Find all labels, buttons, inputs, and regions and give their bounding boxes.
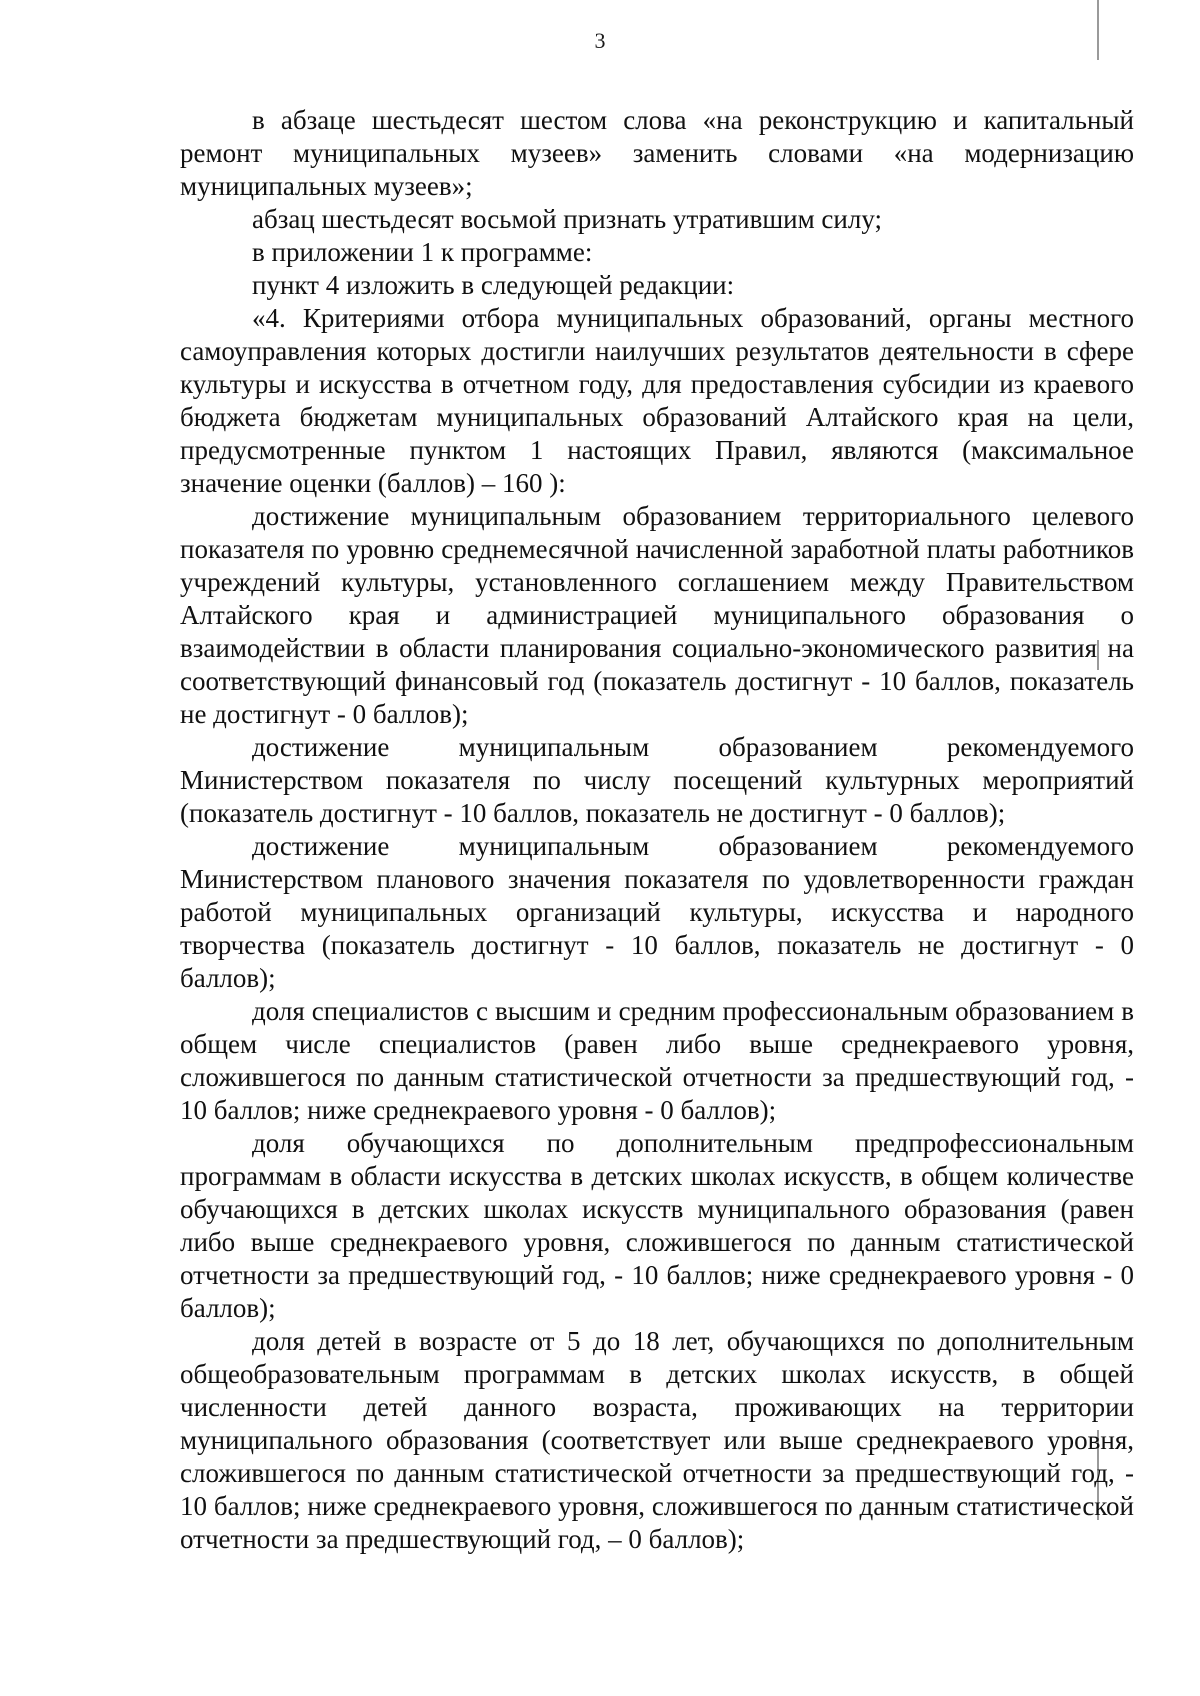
paragraph-item-4-intro: пункт 4 изложить в следующей редакции: <box>252 270 735 300</box>
paragraph-criterion-students: доля обучающихся по дополнительным предпрофессиональным программам в области искусства в детских школах искусств, в общем количестве обучающихся в детских школах искусств муниципального образования (равен либо выше среднекраевого уровня, сложившегося по данным статистической отчетности за предшествующий год, - 10 баллов; ниже среднекраевого уровня - 0 баллов); <box>180 1128 1134 1323</box>
paragraph-criterion-children: доля детей в возрасте от 5 до 18 лет, обучающихся по дополнительным общеобразовательным программам в детских школах искусств, в общей численности детей данного возраста, проживающих на территории муниципального образования (соответствует или выше среднекраевого уровня, сложившегося по данным статистической отчетности за предшествующий год, - 10 баллов; ниже среднекраевого уровня, сложившегося по данным статистической отчетности за предшествующий год, – 0 баллов); <box>180 1326 1134 1554</box>
paragraph-criteria: «4. Критериями отбора муниципальных образований, органы местного самоуправления которых достигли наилучших результатов деятельности в сфере культуры и искусства в отчетном году, для предоставления субсидии из краевого бюджета бюджетам муниципальных образований Алтайского края на цели, предусмотренные пунктом 1 настоящих Правил, являются (максимальное значение оценки (баллов) – 160 ): <box>180 303 1134 498</box>
paragraph-paragraph-66: в абзаце шестьдесят шестом слова «на реконструкцию и капитальный ремонт муниципальных музеев» заменить словами «на модернизацию муниципальных музеев»; <box>180 105 1134 201</box>
document-body <box>180 104 1134 1556</box>
paragraph-criterion-visits: достижение муниципальным образованием рекомендуемого Министерством показателя по числу посещений культурных мероприятий (показатель достигнут - 10 баллов, показатель не достигнут - 0 баллов); <box>180 732 1134 828</box>
paragraph-criterion-salary: достижение муниципальным образованием территориального целевого показателя по уровню среднемесячной начисленной заработной платы работников учреждений культуры, установленного соглашением между Правительством Алтайского края и администрацией муниципального образования о взаимодействии в области планирования социально-экономического развития на соответствующий финансовый год (показатель достигнут - 10 баллов, показатель не достигнут - 0 баллов); <box>180 501 1134 729</box>
paragraph-appendix-1: в приложении 1 к программе: <box>252 237 593 267</box>
paragraph-criterion-specialists: доля специалистов с высшим и средним профессиональным образованием в общем числе специалистов (равен либо выше среднекраевого уровня, сложившегося по данным статистической отчетности за предшествующий год, - 10 баллов; ниже среднекраевого уровня - 0 баллов); <box>180 996 1134 1125</box>
paragraph-paragraph-68: абзац шестьдесят восьмой признать утратившим силу; <box>252 204 882 234</box>
page-number: 3 <box>594 28 606 53</box>
paragraph-criterion-satisfaction: достижение муниципальным образованием рекомендуемого Министерством планового значения показателя по удовлетворенности граждан работой муниципальных организаций культуры, искусства и народного творчества (показатель достигнут - 10 баллов, показатель не достигнут - 0 баллов); <box>180 831 1134 993</box>
